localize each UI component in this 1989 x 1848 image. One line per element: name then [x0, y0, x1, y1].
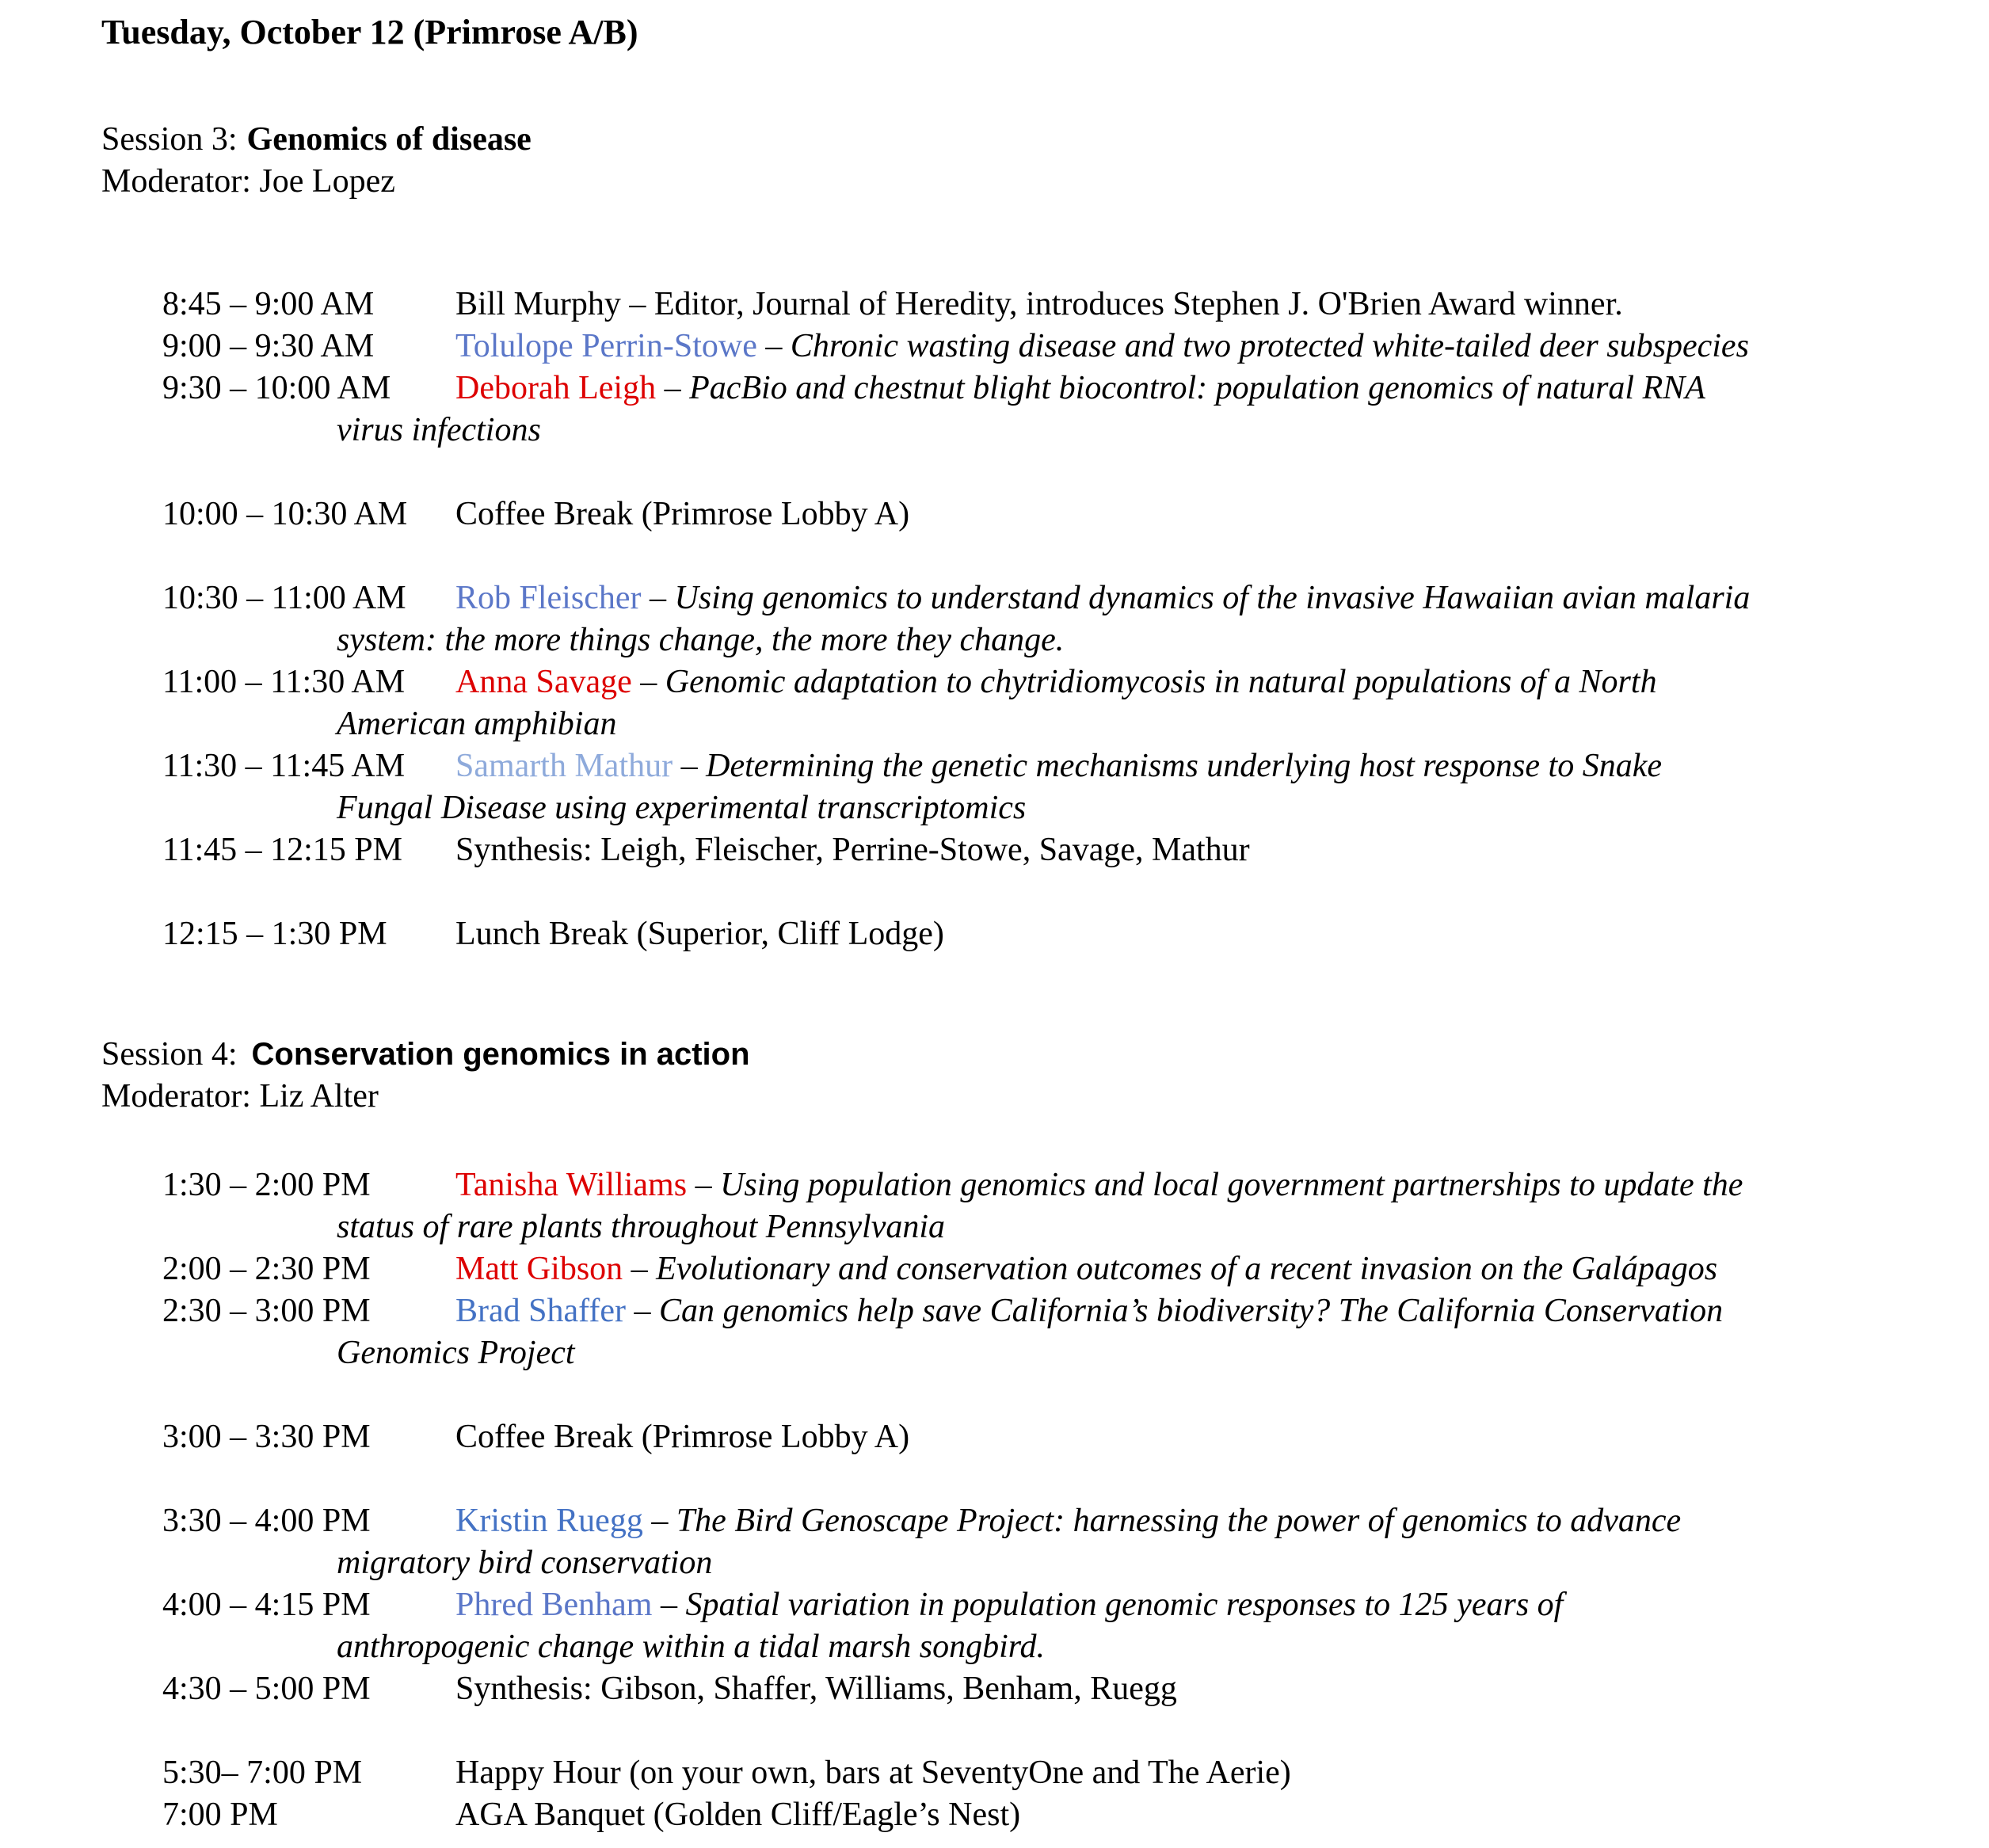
talk-title: Evolutionary and conservation outcomes of a recent invasion on the Galápagos: [656, 1251, 1718, 1287]
time-range: 4:00 – 4:15 PM: [162, 1587, 371, 1623]
schedule-row: [101, 1248, 1941, 1290]
session-title: Genomics of disease: [246, 121, 532, 158]
session-label: Session 3:: [101, 121, 238, 158]
speaker-name: Bill Murphy: [455, 286, 621, 322]
speaker-separator: –: [620, 286, 654, 322]
session-label: Session 4:: [101, 1036, 238, 1073]
row-description: [455, 829, 1250, 871]
time-range: 5:30– 7:00 PM: [162, 1755, 363, 1791]
speaker-name: Kristin Ruegg: [455, 1503, 643, 1539]
speaker-name: Tanisha Williams: [455, 1167, 688, 1203]
schedule-row: [101, 326, 1941, 368]
session-section: [101, 1034, 1941, 1836]
speaker-name: Anna Savage: [455, 664, 632, 700]
time-range: 3:00 – 3:30 PM: [162, 1419, 371, 1455]
schedule-row: [101, 577, 1941, 619]
schedule-row: [101, 1416, 1941, 1458]
row-description: [455, 913, 944, 955]
time-range: 10:30 – 11:00 AM: [162, 580, 406, 616]
row-description: [455, 1794, 1020, 1836]
row-description: [455, 368, 1705, 410]
speaker-separator: –: [631, 664, 665, 700]
speaker-separator: –: [673, 748, 707, 784]
talk-title: Chronic wasting disease and two protected white-tailed deer subspecies: [790, 328, 1749, 364]
schedule-row: [101, 829, 1941, 871]
talk-title-continuation: anthropogenic change within a tidal marsh songbird.: [337, 1629, 1046, 1665]
talk-title: Can genomics help save California’s biodiversity? The California Conservation: [658, 1293, 1724, 1329]
speaker-separator: –: [625, 1293, 659, 1329]
talk-title: Coffee Break (Primrose Lobby A): [455, 1419, 910, 1455]
schedule-row: [101, 368, 1941, 410]
talk-title: The Bird Genoscape Project: harnessing the power of genomics to advance: [676, 1503, 1682, 1539]
row-description: [455, 493, 909, 535]
time-range: 3:30 – 4:00 PM: [162, 1503, 371, 1539]
talk-title-continuation: Fungal Disease using experimental transcriptomics: [337, 790, 1027, 826]
row-description: [455, 326, 1749, 368]
schedule-row: [101, 745, 1941, 787]
row-description: [455, 1248, 1717, 1290]
row-description: [455, 1668, 1177, 1710]
schedule-row: [101, 1164, 1941, 1206]
row-description: [455, 1752, 1291, 1794]
schedule-row: [101, 1584, 1941, 1626]
session-section: [101, 119, 1941, 955]
schedule-row: [101, 1668, 1941, 1710]
row-description: [455, 1164, 1743, 1206]
talk-title: Using population genomics and local government partnerships to update the: [720, 1167, 1743, 1203]
row-description: [455, 1584, 1563, 1626]
row-description: [455, 1500, 1681, 1542]
talk-title: Synthesis: Gibson, Shaffer, Williams, Benham, Ruegg: [455, 1671, 1177, 1707]
speaker-name: Brad Shaffer: [455, 1293, 626, 1329]
time-range: 8:45 – 9:00 AM: [162, 286, 375, 322]
speaker-name: Deborah Leigh: [455, 370, 657, 406]
schedule-row: [101, 1752, 1941, 1794]
speaker-separator: –: [687, 1167, 721, 1203]
speaker-separator: –: [623, 1251, 657, 1287]
speaker-separator: –: [656, 370, 690, 406]
session-moderator: Moderator: Joe Lopez: [101, 163, 395, 200]
time-range: 10:00 – 10:30 AM: [162, 496, 408, 532]
time-range: 9:00 – 9:30 AM: [162, 328, 375, 364]
schedule-row: [101, 1500, 1941, 1542]
talk-title-continuation: virus infections: [337, 412, 541, 448]
time-range: 9:30 – 10:00 AM: [162, 370, 391, 406]
speaker-separator: –: [641, 580, 675, 616]
session-rows: [101, 1164, 1941, 1836]
time-range: 11:45 – 12:15 PM: [162, 832, 402, 868]
time-range: 4:30 – 5:00 PM: [162, 1671, 371, 1707]
talk-title: PacBio and chestnut blight biocontrol: population genomics of natural RNA: [689, 370, 1705, 406]
speaker-separator: –: [652, 1587, 686, 1623]
sessions-container: [101, 119, 1941, 1836]
talk-title-continuation: system: the more things change, the more they change.: [337, 622, 1065, 658]
time-range: 1:30 – 2:00 PM: [162, 1167, 371, 1203]
speaker-separator: –: [642, 1503, 676, 1539]
time-range: 11:30 – 11:45 AM: [162, 748, 406, 784]
talk-title: Determining the genetic mechanisms underlying host response to Snake: [706, 748, 1662, 784]
talk-title: Lunch Break (Superior, Cliff Lodge): [455, 916, 944, 952]
talk-title-continuation: status of rare plants throughout Pennsylvania: [337, 1209, 946, 1245]
row-description: [455, 745, 1662, 787]
schedule-row: [101, 284, 1941, 326]
talk-title: Spatial variation in population genomic responses to 125 years of: [685, 1587, 1564, 1623]
schedule-row: [101, 1290, 1941, 1332]
session-rows: [101, 284, 1941, 955]
session-title: Conservation genomics in action: [251, 1037, 750, 1072]
schedule-row: [101, 913, 1941, 955]
talk-title: Synthesis: Leigh, Fleischer, Perrine-Stowe, Savage, Mathur: [455, 832, 1250, 868]
schedule-row: [101, 661, 1941, 703]
talk-title: AGA Banquet (Golden Cliff/Eagle’s Nest): [455, 1797, 1021, 1833]
talk-title: Genomic adaptation to chytridiomycosis in natural populations of a North: [665, 664, 1657, 700]
schedule-row: [101, 1794, 1941, 1836]
talk-title: Coffee Break (Primrose Lobby A): [455, 496, 910, 532]
speaker-separator: –: [756, 328, 791, 364]
row-description: [455, 577, 1750, 619]
time-range: 7:00 PM: [162, 1797, 278, 1833]
row-description: [455, 1416, 909, 1458]
speaker-name: Samarth Mathur: [455, 748, 673, 784]
schedule-row: [101, 493, 1941, 535]
row-description: [455, 1290, 1723, 1332]
talk-title: Using genomics to understand dynamics of the invasive Hawaiian avian malaria: [674, 580, 1751, 616]
talk-title-continuation: Genomics Project: [337, 1335, 575, 1371]
speaker-name: Phred Benham: [455, 1587, 653, 1623]
talk-title: Editor, Journal of Heredity, introduces Stephen J. O'Brien Award winner.: [653, 286, 1623, 322]
session-header: [101, 1034, 1941, 1118]
speaker-name: Tolulope Perrin-Stowe: [455, 328, 757, 364]
time-range: 2:30 – 3:00 PM: [162, 1293, 371, 1329]
speaker-name: Matt Gibson: [455, 1251, 623, 1287]
session-moderator: Moderator: Liz Alter: [101, 1078, 379, 1115]
time-range: 11:00 – 11:30 AM: [162, 664, 406, 700]
time-range: 12:15 – 1:30 PM: [162, 916, 387, 952]
row-description: [455, 661, 1657, 703]
talk-title-continuation: American amphibian: [337, 706, 617, 742]
session-header: [101, 119, 1941, 203]
row-description: [455, 284, 1623, 326]
speaker-name: Rob Fleischer: [455, 580, 642, 616]
page-title: Tuesday, October 12 (Primrose A/B): [101, 13, 638, 51]
talk-title: Happy Hour (on your own, bars at SeventyOne and The Aerie): [455, 1755, 1291, 1791]
time-range: 2:00 – 2:30 PM: [162, 1251, 371, 1287]
talk-title-continuation: migratory bird conservation: [337, 1545, 713, 1581]
